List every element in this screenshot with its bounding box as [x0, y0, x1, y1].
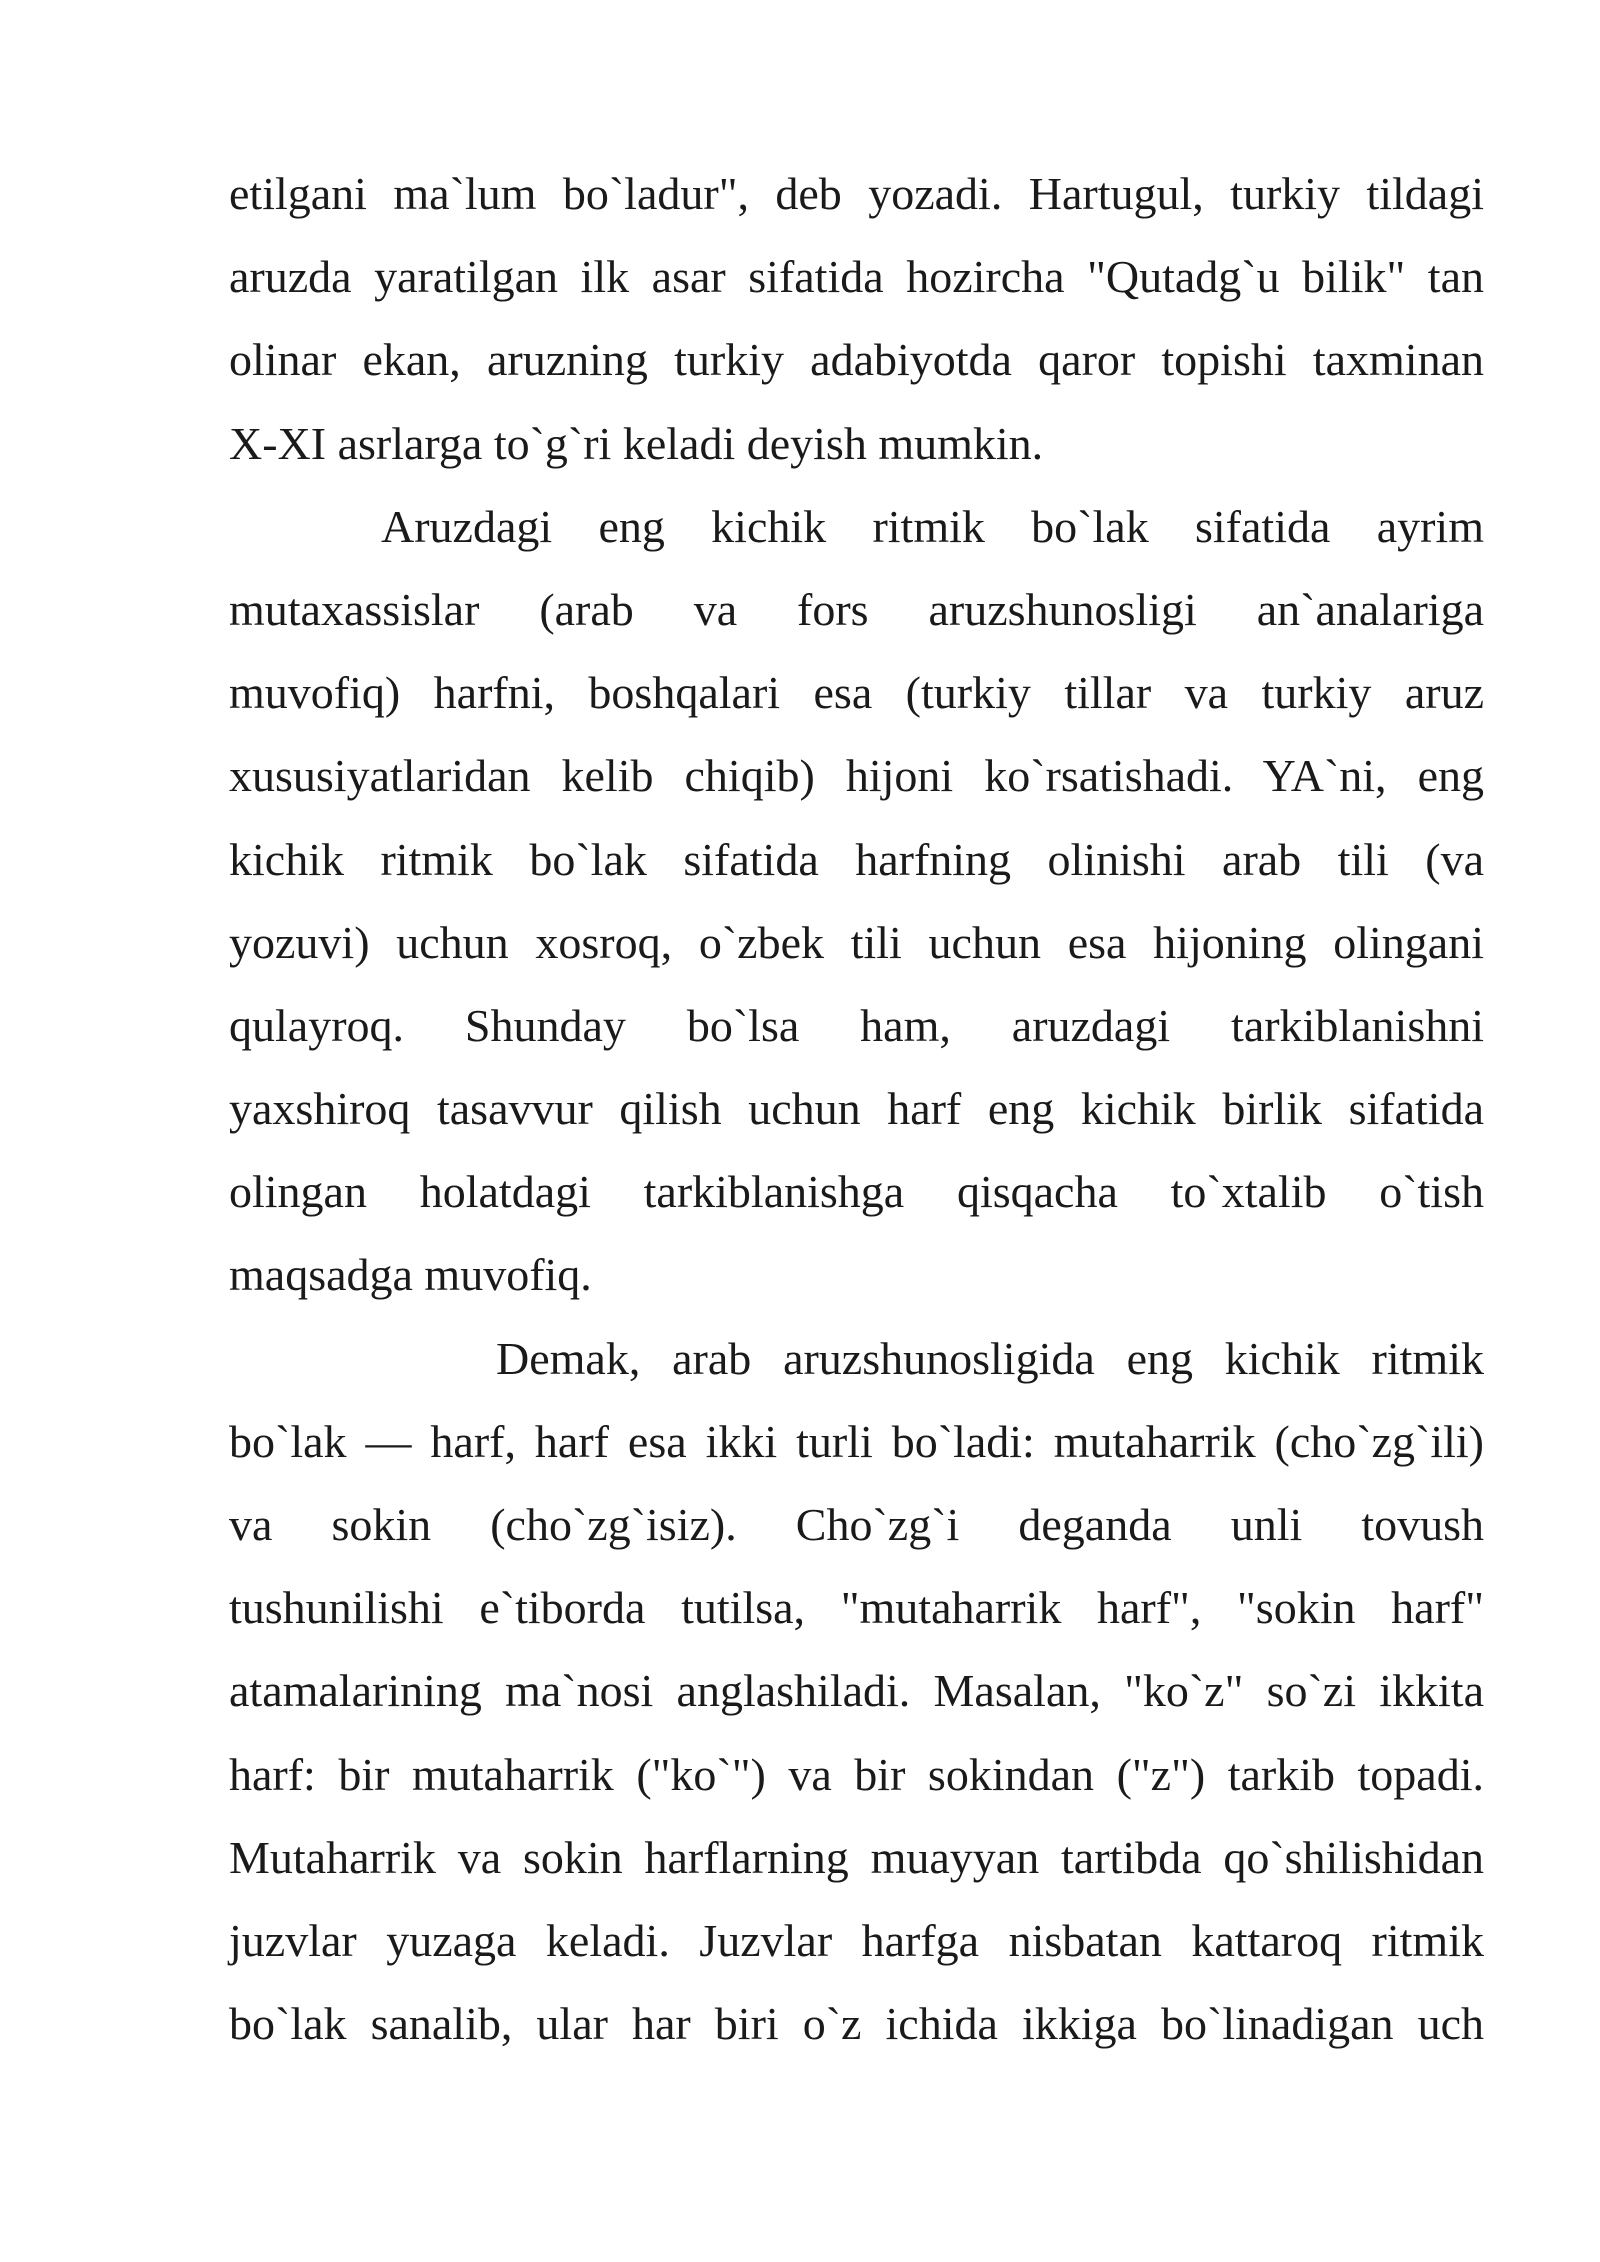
paragraph-3-line-5: atamalarining ma`nosi anglashiladi. Masalan, "ko`z" so`zi ikkita: [229, 1665, 1484, 1717]
paragraph-2-line-4: xususiyatlaridan kelib chiqib) hijoni ko`rsatishadi. YA`ni, eng: [229, 750, 1484, 802]
paragraph-1-line-3: olinar ekan, aruzning turkiy adabiyotda qaror topishi taxminan: [229, 334, 1484, 386]
paragraph-3-line-1: Demak, arab aruzshunosligida eng kichik ritmik: [496, 1332, 1484, 1384]
paragraph-1-line-4: X-XI asrlarga to`g`ri keladi deyish mumkin.: [229, 417, 1044, 469]
paragraph-2-line-6: yozuvi) uchun xosroq, o`zbek tili uchun esa hijoning olingani: [229, 916, 1484, 968]
paragraph-3-line-9: bo`lak sanalib, ular har biri o`z ichida ikkiga bo`linadigan uch: [229, 1998, 1484, 2050]
paragraph-3-line-8: juzvlar yuzaga keladi. Juzvlar harfga nisbatan kattaroq ritmik: [229, 1914, 1484, 1966]
paragraph-2-line-10: maqsadga muvofiq.: [229, 1249, 592, 1301]
paragraph-2-line-1: Aruzdagi eng kichik ritmik bo`lak sifatida ayrim: [381, 500, 1484, 552]
paragraph-2-line-3: muvofiq) harfni, boshqalari esa (turkiy tillar va turkiy aruz: [229, 667, 1484, 719]
paragraph-2-line-2: mutaxassislar (arab va fors aruzshunosligi an`analariga: [229, 583, 1484, 635]
paragraph-3-line-3: va sokin (cho`zg`isiz). Cho`zg`i deganda unli tovush: [229, 1499, 1484, 1550]
paragraph-3-line-4: tushunilishi e`tiborda tutilsa, "mutaharrik harf", "sokin harf": [229, 1582, 1484, 1634]
paragraph-3-line-2: bo`lak — harf, harf esa ikki turli bo`ladi: mutaharrik (cho`zg`ili): [229, 1415, 1484, 1467]
paragraph-2-line-7: qulayroq. Shunday bo`lsa ham, aruzdagi tarkiblanishni: [229, 999, 1484, 1051]
paragraph-2-line-8: yaxshiroq tasavvur qilish uchun harf eng kichik birlik sifatida: [229, 1083, 1484, 1135]
document-body: [229, 152, 1484, 2065]
paragraph-3-line-6: harf: bir mutaharrik ("ko`") va bir sokindan ("z") tarkib topadi.: [229, 1748, 1484, 1800]
paragraph-1-line-2: aruzda yaratilgan ilk asar sifatida hozircha "Qutadg`u bilik" tan: [229, 251, 1484, 303]
paragraph-2-line-5: kichik ritmik bo`lak sifatida harfning olinishi arab tili (va: [229, 833, 1484, 885]
paragraph-3-line-7: Mutaharrik va sokin harflarning muayyan tartibda qo`shilishidan: [229, 1831, 1484, 1883]
paragraph-2-line-9: olingan holatdagi tarkiblanishga qisqacha to`xtalib o`tish: [229, 1166, 1484, 1218]
paragraph-1-line-1: etilgani ma`lum bo`ladur", deb yozadi. Hartugul, turkiy tildagi: [229, 168, 1484, 219]
